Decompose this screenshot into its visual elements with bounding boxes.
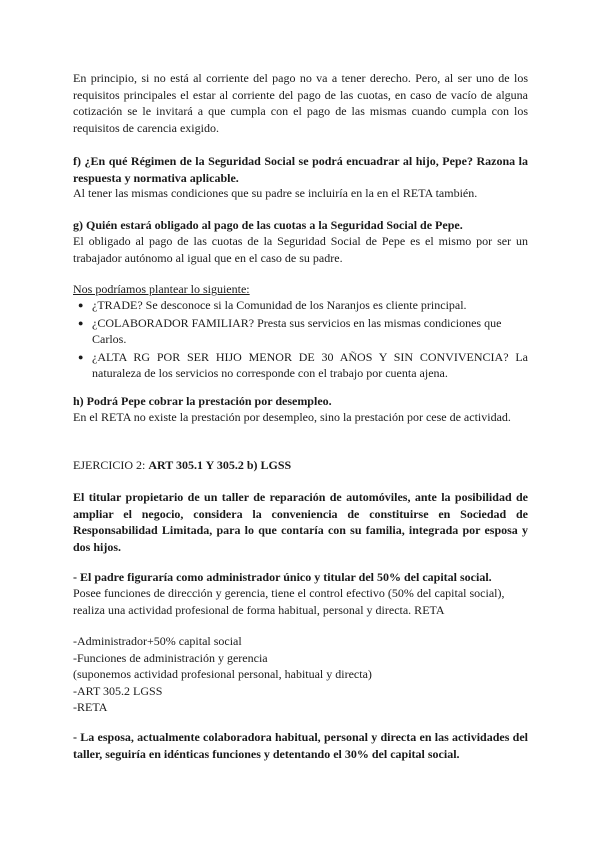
question-h-heading: h) Podrá Pepe cobrar la prestación por desempleo. bbox=[73, 394, 332, 408]
question-g-answer: El obligado al pago de las cuotas de la Seguridad Social de Pepe es el mismo por ser un trabajador autónomo al igual que en el caso de su padre. bbox=[73, 234, 528, 265]
summary-line: -Funciones de administración y gerencia bbox=[73, 650, 268, 665]
question-g-heading: g) Quién estará obligado al pago de las cuotas a la Seguridad Social de Pepe. bbox=[73, 218, 463, 232]
padre-heading: - El padre figuraría como administrador único y titular del 50% del capital social. bbox=[73, 570, 492, 584]
exercise-2-prefix: EJERCICIO 2: bbox=[73, 458, 149, 472]
exercise-2-reference: ART 305.1 Y 305.2 b) LGSS bbox=[148, 458, 292, 472]
esposa-heading: - La esposa, actualmente colaboradora habitual, personal y directa en las actividades del taller, seguiría en idénticas funciones y detentando el 30% del capital social. bbox=[73, 730, 528, 761]
list-item: ● ¿TRADE? Se desconoce si la Comunidad de los Naranjos es cliente principal. bbox=[73, 297, 528, 314]
list-item: ● ¿COLABORADOR FAMILIAR? Presta sus servicios en las mismas condiciones que Carlos. bbox=[73, 315, 528, 348]
exercise-2-title bbox=[73, 457, 528, 474]
padre-answer: Posee funciones de dirección y gerencia, tiene el control efectivo (50% del capital social), realiza una actividad profesional de forma habitual, personal y directa. RETA bbox=[73, 586, 505, 617]
summary-line: -Administrador+50% capital social bbox=[73, 634, 242, 648]
summary-line: (suponemos actividad profesional personal, habitual y directa) bbox=[73, 667, 372, 681]
plantear-title: Nos podríamos plantear lo siguiente: bbox=[73, 282, 250, 296]
question-h-answer: En el RETA no existe la prestación por desempleo, sino la prestación por cese de actividad. bbox=[73, 410, 511, 424]
question-f-answer: Al tener las mismas condiciones que su padre se incluiría en la en el RETA también. bbox=[73, 186, 478, 200]
summary-line: -RETA bbox=[73, 700, 108, 714]
summary-line: -ART 305.2 LGSS bbox=[73, 683, 163, 698]
exercise-2-statement: El titular propietario de un taller de reparación de automóviles, ante la posibilidad de ampliar el negocio, considera la conveniencia de constituirse en Sociedad de Responsabilidad Limitada, para lo que contaría con su familia, integrada por esposa y dos hijos. bbox=[73, 490, 528, 554]
list-item: ● ¿ALTA RG POR SER HIJO MENOR DE 30 AÑOS Y SIN CONVIVENCIA? La naturaleza de los servicios no corresponde con el trabajo por cuenta ajena. bbox=[73, 349, 528, 382]
summary-lines bbox=[73, 633, 528, 716]
considerations-list bbox=[73, 297, 528, 383]
intro-paragraph: En principio, si no está al corriente del pago no va a tener derecho. Pero, al ser uno de los requisitos principales el estar al corriente del pago de las cuotas, en caso de vacío de alguna cotización se le invitará a que cumpla con el pago de las mismas cuando cumpla con los requisitos de carencia exigido. bbox=[73, 71, 528, 135]
question-f-heading: f) ¿En qué Régimen de la Seguridad Social se podrá encuadrar al hijo, Pepe? Razona la respuesta y normativa aplicable. bbox=[73, 154, 528, 185]
